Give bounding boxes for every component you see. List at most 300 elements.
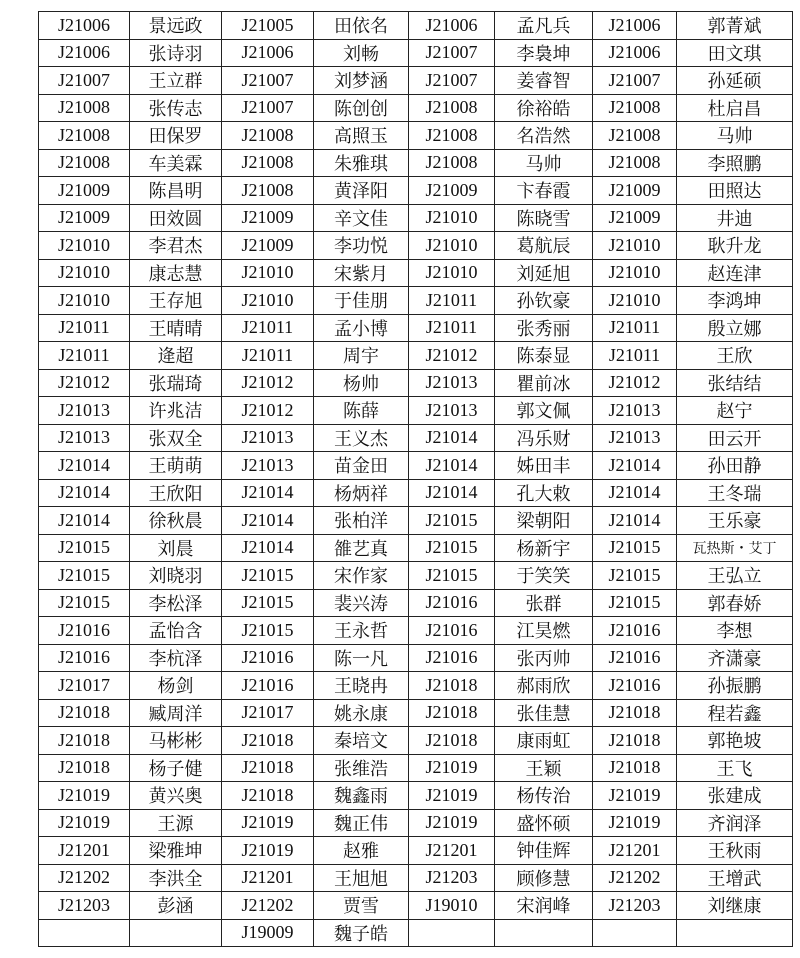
class-code-cell: J21014 [222, 479, 314, 507]
class-code-cell: J21006 [409, 12, 495, 40]
class-code-cell: J21011 [222, 314, 314, 342]
class-code-cell: J21018 [222, 754, 314, 782]
class-code-cell: J21008 [409, 122, 495, 150]
student-name-cell: 杜启昌 [677, 94, 793, 122]
student-name-cell: 赵连津 [677, 259, 793, 287]
student-name-cell: 王晓冉 [314, 672, 409, 700]
student-name-cell: 臧周洋 [130, 699, 222, 727]
class-code-cell: J21018 [409, 727, 495, 755]
class-code-cell: J21012 [409, 342, 495, 370]
student-name-cell: 魏子皓 [314, 919, 409, 947]
student-name-cell: 张瑞琦 [130, 369, 222, 397]
student-name-cell: 张群 [495, 589, 593, 617]
student-name-cell: 杨帅 [314, 369, 409, 397]
student-name-cell: 李想 [677, 617, 793, 645]
student-name-cell: 朱雅琪 [314, 149, 409, 177]
class-code-cell: J21011 [39, 314, 130, 342]
class-code-cell: J21015 [593, 562, 677, 590]
class-code-cell: J21016 [222, 672, 314, 700]
class-code-cell: J21014 [593, 479, 677, 507]
student-name-cell: 田依名 [314, 12, 409, 40]
student-name-cell: 葛航辰 [495, 232, 593, 260]
student-name-cell: 王立群 [130, 67, 222, 95]
student-name-cell: 孟凡兵 [495, 12, 593, 40]
class-code-cell: J21019 [409, 809, 495, 837]
class-code-cell: J21012 [222, 369, 314, 397]
table-row [39, 259, 793, 287]
class-code-cell: J21008 [39, 149, 130, 177]
student-name-cell: 郭春娇 [677, 589, 793, 617]
class-code-cell: J21015 [409, 534, 495, 562]
student-name-cell: 齐润泽 [677, 809, 793, 837]
class-code-cell: J21015 [409, 562, 495, 590]
student-name-cell: 郭菁斌 [677, 12, 793, 40]
student-name-cell: 卞春霞 [495, 177, 593, 205]
table-row [39, 12, 793, 40]
class-code-cell: J21008 [593, 149, 677, 177]
class-code-cell: J21008 [409, 149, 495, 177]
student-name-cell: 孙延硕 [677, 67, 793, 95]
student-name-cell: 张丙帅 [495, 644, 593, 672]
class-code-cell: J21016 [39, 617, 130, 645]
student-name-cell: 赵雅 [314, 837, 409, 865]
class-code-cell: J21010 [593, 287, 677, 315]
class-code-cell: J21013 [409, 397, 495, 425]
class-code-cell: J21201 [222, 864, 314, 892]
class-code-cell: J21008 [222, 177, 314, 205]
student-name-cell: 姚永康 [314, 699, 409, 727]
student-name-cell: 陈一凡 [314, 644, 409, 672]
class-code-cell: J21014 [593, 507, 677, 535]
student-name-cell: 宋紫月 [314, 259, 409, 287]
table-row [39, 424, 793, 452]
class-code-cell: J21009 [222, 232, 314, 260]
student-name-cell: 张诗羽 [130, 39, 222, 67]
class-code-cell: J21019 [39, 809, 130, 837]
student-name-cell: 田文琪 [677, 39, 793, 67]
student-name-cell: 王存旭 [130, 287, 222, 315]
student-name-cell: 李鸿坤 [677, 287, 793, 315]
student-name-cell: 刘晓羽 [130, 562, 222, 590]
student-name-cell: 赵宁 [677, 397, 793, 425]
class-code-cell: J21014 [222, 507, 314, 535]
student-name-cell: 杨炳祥 [314, 479, 409, 507]
table-row [39, 287, 793, 315]
class-code-cell: J21011 [593, 342, 677, 370]
student-name-cell: 名浩然 [495, 122, 593, 150]
table-row [39, 232, 793, 260]
student-name-cell: 杨剑 [130, 672, 222, 700]
table-row [39, 177, 793, 205]
class-code-cell: J21016 [593, 617, 677, 645]
class-code-cell: J21005 [222, 12, 314, 40]
student-name-cell: 孟怡含 [130, 617, 222, 645]
student-name-cell: 王冬瑞 [677, 479, 793, 507]
class-code-cell: J21007 [39, 67, 130, 95]
class-code-cell: J21008 [593, 94, 677, 122]
class-code-cell: J21010 [222, 259, 314, 287]
student-name-cell: 于笑笑 [495, 562, 593, 590]
class-code-cell: J21018 [593, 699, 677, 727]
student-name-cell: 李照鹏 [677, 149, 793, 177]
student-name-cell: 陈薛 [314, 397, 409, 425]
class-code-cell: J21011 [222, 342, 314, 370]
class-code-cell: J21016 [409, 644, 495, 672]
student-name-cell: 王乐豪 [677, 507, 793, 535]
table-row [39, 369, 793, 397]
roster-body [39, 12, 793, 947]
class-code-cell: J21013 [39, 424, 130, 452]
class-code-cell: J21016 [409, 617, 495, 645]
student-name-cell: 张结结 [677, 369, 793, 397]
student-name-cell: 瞿前冰 [495, 369, 593, 397]
class-code-cell: J21016 [593, 672, 677, 700]
student-name-cell: 姊田丰 [495, 452, 593, 480]
class-code-cell: J21014 [39, 452, 130, 480]
table-row [39, 534, 793, 562]
student-name-cell: 彭涵 [130, 892, 222, 920]
student-name-cell: 刘梦涵 [314, 67, 409, 95]
table-row [39, 314, 793, 342]
student-name-cell: 耿升龙 [677, 232, 793, 260]
student-name-cell: 马彬彬 [130, 727, 222, 755]
student-name-cell: 刘晨 [130, 534, 222, 562]
student-name-cell: 孟小博 [314, 314, 409, 342]
class-code-cell: J21019 [593, 782, 677, 810]
student-name-cell: 田照达 [677, 177, 793, 205]
student-name-cell: 孙振鹏 [677, 672, 793, 700]
class-code-cell: J21015 [593, 534, 677, 562]
student-name-cell: 魏鑫雨 [314, 782, 409, 810]
class-code-cell: J21007 [593, 67, 677, 95]
class-code-cell: J21015 [39, 562, 130, 590]
student-name-cell: 徐裕皓 [495, 94, 593, 122]
student-name-cell: 王飞 [677, 754, 793, 782]
class-code-cell: J21007 [222, 67, 314, 95]
student-name-cell: 王萌萌 [130, 452, 222, 480]
student-name-cell: 李君杰 [130, 232, 222, 260]
class-code-cell: J21202 [222, 892, 314, 920]
table-row [39, 589, 793, 617]
student-name-cell: 车美霖 [130, 149, 222, 177]
class-code-cell: J21014 [409, 452, 495, 480]
class-code-cell: J21006 [39, 39, 130, 67]
student-name-cell: 王义杰 [314, 424, 409, 452]
student-name-cell: 杨子健 [130, 754, 222, 782]
student-name-cell: 王弘立 [677, 562, 793, 590]
class-code-cell: J21013 [222, 452, 314, 480]
class-code-cell: J21014 [222, 534, 314, 562]
table-row [39, 122, 793, 150]
class-code-cell: J21202 [39, 864, 130, 892]
student-name-cell: 王秋雨 [677, 837, 793, 865]
student-name-cell: 刘延旭 [495, 259, 593, 287]
student-name-cell: 杨传治 [495, 782, 593, 810]
table-row [39, 204, 793, 232]
student-name-cell: 江昊燃 [495, 617, 593, 645]
class-code-cell: J21203 [409, 864, 495, 892]
class-code-cell [39, 919, 130, 947]
table-row [39, 67, 793, 95]
student-name-cell: 盛怀硕 [495, 809, 593, 837]
class-code-cell: J21018 [593, 754, 677, 782]
class-code-cell: J21019 [409, 754, 495, 782]
student-name-cell: 张秀丽 [495, 314, 593, 342]
student-name-cell: 裴兴涛 [314, 589, 409, 617]
table-row [39, 562, 793, 590]
class-code-cell: J21013 [409, 369, 495, 397]
class-code-cell: J21017 [39, 672, 130, 700]
class-code-cell: J21019 [409, 782, 495, 810]
student-name-cell: 张传志 [130, 94, 222, 122]
class-code-cell: J21010 [409, 259, 495, 287]
class-code-cell: J21018 [409, 699, 495, 727]
class-code-cell: J21016 [409, 589, 495, 617]
student-name-cell: 苗金田 [314, 452, 409, 480]
class-code-cell: J21015 [39, 534, 130, 562]
student-name-cell: 李功悦 [314, 232, 409, 260]
class-code-cell: J21019 [222, 809, 314, 837]
student-name-cell: 李裊坤 [495, 39, 593, 67]
student-name-cell: 孙钦豪 [495, 287, 593, 315]
class-code-cell: J21016 [222, 644, 314, 672]
student-name-cell: 齐潇豪 [677, 644, 793, 672]
student-name-cell [495, 919, 593, 947]
student-name-cell: 梁朝阳 [495, 507, 593, 535]
class-code-cell: J21015 [593, 589, 677, 617]
class-code-cell: J21010 [39, 259, 130, 287]
class-code-cell: J21018 [593, 727, 677, 755]
student-name-cell: 徐秋晨 [130, 507, 222, 535]
student-name-cell: 姜睿智 [495, 67, 593, 95]
student-name-cell: 雒艺真 [314, 534, 409, 562]
class-code-cell: J21008 [222, 149, 314, 177]
student-name-cell: 逄超 [130, 342, 222, 370]
table-row [39, 809, 793, 837]
class-code-cell: J21202 [593, 864, 677, 892]
class-code-cell: J21006 [593, 12, 677, 40]
class-code-cell: J21018 [222, 727, 314, 755]
class-code-cell: J21006 [222, 39, 314, 67]
student-name-cell: 辛文佳 [314, 204, 409, 232]
student-name-cell: 王增武 [677, 864, 793, 892]
student-name-cell: 井迪 [677, 204, 793, 232]
student-name-cell: 王颖 [495, 754, 593, 782]
class-code-cell: J21011 [409, 314, 495, 342]
class-roster-table [38, 11, 793, 947]
class-code-cell: J21006 [39, 12, 130, 40]
student-name-cell: 钟佳辉 [495, 837, 593, 865]
student-name-cell: 康雨虹 [495, 727, 593, 755]
student-name-cell: 高照玉 [314, 122, 409, 150]
table-row [39, 864, 793, 892]
class-code-cell: J21011 [593, 314, 677, 342]
class-code-cell: J21013 [593, 424, 677, 452]
student-name-cell: 郝雨欣 [495, 672, 593, 700]
table-row [39, 149, 793, 177]
student-name-cell: 许兆洁 [130, 397, 222, 425]
class-code-cell: J21012 [222, 397, 314, 425]
table-row [39, 892, 793, 920]
student-name-cell [677, 919, 793, 947]
table-row [39, 452, 793, 480]
table-row [39, 644, 793, 672]
table-row [39, 727, 793, 755]
student-name-cell [130, 919, 222, 947]
student-name-cell: 孔大敕 [495, 479, 593, 507]
student-name-cell: 秦培文 [314, 727, 409, 755]
table-row [39, 507, 793, 535]
class-code-cell: J21008 [409, 94, 495, 122]
student-name-cell: 郭艳坡 [677, 727, 793, 755]
student-name-cell: 殷立娜 [677, 314, 793, 342]
table-row [39, 837, 793, 865]
student-name-cell: 王永哲 [314, 617, 409, 645]
class-code-cell: J21019 [593, 809, 677, 837]
class-code-cell: J21010 [593, 232, 677, 260]
class-code-cell: J21017 [222, 699, 314, 727]
student-name-cell: 李松泽 [130, 589, 222, 617]
student-name-cell: 张维浩 [314, 754, 409, 782]
class-code-cell: J21013 [222, 424, 314, 452]
class-code-cell: J21009 [593, 177, 677, 205]
student-name-cell: 魏正伟 [314, 809, 409, 837]
class-code-cell: J21007 [222, 94, 314, 122]
table-row [39, 672, 793, 700]
class-code-cell: J21018 [39, 699, 130, 727]
class-code-cell: J21019 [222, 837, 314, 865]
student-name-cell: 王晴晴 [130, 314, 222, 342]
student-name-cell: 陈晓雪 [495, 204, 593, 232]
table-row [39, 617, 793, 645]
class-code-cell: J21014 [409, 424, 495, 452]
class-code-cell: J21009 [39, 177, 130, 205]
table-row [39, 39, 793, 67]
class-code-cell: J21018 [222, 782, 314, 810]
student-name-cell: 田效圆 [130, 204, 222, 232]
student-name-cell: 张佳慧 [495, 699, 593, 727]
class-code-cell: J21007 [409, 67, 495, 95]
student-name-cell: 瓦热斯・艾丁 [677, 534, 793, 562]
class-code-cell: J21012 [593, 369, 677, 397]
class-code-cell: J21016 [39, 644, 130, 672]
student-name-cell: 刘继康 [677, 892, 793, 920]
class-code-cell: J21012 [39, 369, 130, 397]
student-name-cell: 陈昌明 [130, 177, 222, 205]
student-name-cell: 王欣 [677, 342, 793, 370]
class-code-cell: J19010 [409, 892, 495, 920]
class-code-cell: J21010 [593, 259, 677, 287]
class-code-cell: J21203 [593, 892, 677, 920]
student-name-cell: 陈创创 [314, 94, 409, 122]
student-name-cell: 孙田静 [677, 452, 793, 480]
class-code-cell: J21015 [222, 562, 314, 590]
class-code-cell: J21019 [39, 782, 130, 810]
class-code-cell: J21008 [39, 94, 130, 122]
class-code-cell: J21018 [39, 754, 130, 782]
class-code-cell: J21011 [409, 287, 495, 315]
student-name-cell: 张双全 [130, 424, 222, 452]
class-code-cell [409, 919, 495, 947]
class-code-cell: J21009 [222, 204, 314, 232]
student-name-cell: 张建成 [677, 782, 793, 810]
class-code-cell: J21018 [39, 727, 130, 755]
student-name-cell: 李洪全 [130, 864, 222, 892]
student-name-cell: 马帅 [495, 149, 593, 177]
student-name-cell: 杨新宇 [495, 534, 593, 562]
class-code-cell: J21201 [39, 837, 130, 865]
class-code-cell: J21015 [222, 589, 314, 617]
class-code-cell: J21203 [39, 892, 130, 920]
student-name-cell: 宋润峰 [495, 892, 593, 920]
class-code-cell: J21009 [39, 204, 130, 232]
student-name-cell: 王源 [130, 809, 222, 837]
class-code-cell: J21009 [409, 177, 495, 205]
class-code-cell: J21016 [593, 644, 677, 672]
class-code-cell: J21008 [222, 122, 314, 150]
table-row [39, 782, 793, 810]
student-name-cell: 冯乐财 [495, 424, 593, 452]
class-code-cell: J21201 [409, 837, 495, 865]
class-code-cell: J21015 [39, 589, 130, 617]
class-code-cell: J21013 [593, 397, 677, 425]
class-code-cell: J21008 [39, 122, 130, 150]
class-code-cell: J21010 [222, 287, 314, 315]
class-code-cell: J21011 [39, 342, 130, 370]
class-code-cell: J21010 [409, 232, 495, 260]
student-name-cell: 顾修慧 [495, 864, 593, 892]
class-code-cell: J21015 [409, 507, 495, 535]
class-code-cell: J21009 [593, 204, 677, 232]
class-code-cell: J21015 [222, 617, 314, 645]
student-name-cell: 康志慧 [130, 259, 222, 287]
student-name-cell: 张柏洋 [314, 507, 409, 535]
class-code-cell: J21014 [39, 507, 130, 535]
table-row [39, 919, 793, 947]
student-name-cell: 陈泰显 [495, 342, 593, 370]
class-code-cell: J21006 [593, 39, 677, 67]
class-code-cell: J21010 [39, 232, 130, 260]
class-code-cell: J21010 [409, 204, 495, 232]
student-name-cell: 王旭旭 [314, 864, 409, 892]
student-name-cell: 马帅 [677, 122, 793, 150]
class-code-cell: J21008 [593, 122, 677, 150]
student-name-cell: 梁雅坤 [130, 837, 222, 865]
class-code-cell [593, 919, 677, 947]
class-code-cell: J21201 [593, 837, 677, 865]
class-code-cell: J21014 [593, 452, 677, 480]
student-name-cell: 田保罗 [130, 122, 222, 150]
class-code-cell: J21014 [409, 479, 495, 507]
table-row [39, 754, 793, 782]
table-row [39, 699, 793, 727]
student-name-cell: 刘畅 [314, 39, 409, 67]
table-row [39, 479, 793, 507]
class-code-cell: J21013 [39, 397, 130, 425]
student-name-cell: 田云开 [677, 424, 793, 452]
student-name-cell: 郭文佩 [495, 397, 593, 425]
student-name-cell: 景远政 [130, 12, 222, 40]
student-name-cell: 王欣阳 [130, 479, 222, 507]
table-row [39, 397, 793, 425]
student-name-cell: 黄泽阳 [314, 177, 409, 205]
student-name-cell: 于佳朋 [314, 287, 409, 315]
student-name-cell: 周宇 [314, 342, 409, 370]
student-name-cell: 李杭泽 [130, 644, 222, 672]
table-row [39, 342, 793, 370]
student-name-cell: 贾雪 [314, 892, 409, 920]
class-code-cell: J21018 [409, 672, 495, 700]
